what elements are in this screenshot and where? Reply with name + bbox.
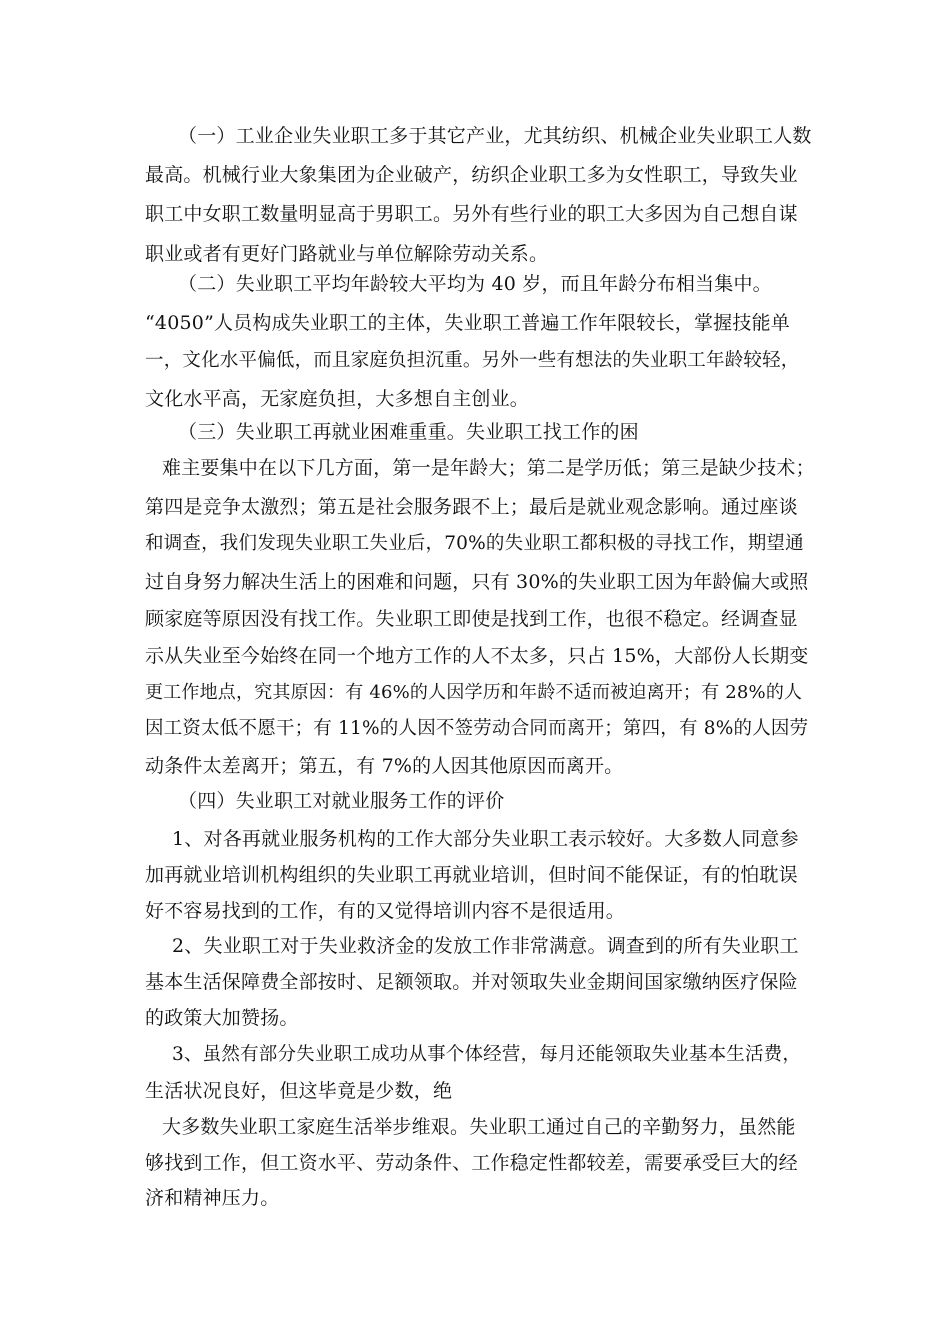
text-line: 一，文化水平偏低，而且家庭负担沉重。另外一些有想法的失业职工年龄较轻， [145, 350, 800, 371]
text-line: 因工资太低不愿干；有 11%的人因不签劳动合同而离开；第四，有 8%的人因劳 [145, 718, 809, 739]
text-line: 基本生活保障费全部按时、足额领取。并对领取失业金期间国家缴纳医疗保险 [145, 971, 798, 993]
text-line: 第四是竞争太激烈；第五是社会服务跟不上；最后是就业观念影响。通过座谈 [145, 496, 798, 518]
text-line: 职工中女职工数量明显高于男职工。另外有些行业的职工大多因为自己想自谋 [145, 203, 798, 225]
text-line: 示从失业至今始终在同一个地方工作的人不太多，只占 15%，大部份人长期变 [145, 645, 809, 667]
text-line: 1、对各再就业服务机构的工作大部分失业职工表示较好。大多数人同意参 [172, 828, 799, 850]
text-line: “4050”人员构成失业职工的主体，失业职工普遍工作年限较长，掌握技能单 [145, 312, 790, 334]
text-line: 动条件太差离开；第五，有 7%的人因其他原因而离开。 [145, 755, 624, 777]
text-line: 生活状况良好，但这毕竟是少数，绝 [145, 1080, 453, 1102]
text-line: 3、虽然有部分失业职工成功从事个体经营，每月还能领取失业基本生活费， [172, 1044, 802, 1065]
text-line: 加再就业培训机构组织的失业职工再就业培训，但时间不能保证，有的怕耽误 [145, 864, 798, 886]
text-line: 顾家庭等原因没有找工作。失业职工即使是找到工作，也很不稳定。经调查显 [145, 608, 798, 630]
text-line: 文化水平高，无家庭负担，大多想自主创业。 [145, 388, 530, 410]
text-line: 和调查，我们发现失业职工失业后，70%的失业职工都积极的寻找工作，期望通 [145, 533, 804, 554]
text-line: 的政策大加赞扬。 [145, 1007, 299, 1029]
text-line: 济和精神压力。 [145, 1187, 280, 1209]
text-line: 够找到工作，但工资水平、劳动条件、工作稳定性都较差，需要承受巨大的经 [145, 1152, 798, 1174]
text-line: 职业或者有更好门路就业与单位解除劳动关系。 [145, 243, 549, 265]
text-line: 难主要集中在以下几方面，第一是年龄大；第二是学历低；第三是缺少技术； [162, 457, 815, 479]
text-line: 大多数失业职工家庭生活举步维艰。失业职工通过自己的辛勤努力，虽然能 [162, 1116, 796, 1138]
text-line: 2、失业职工对于失业救济金的发放工作非常满意。调查到的所有失业职工 [172, 935, 799, 957]
text-line: 最高。机械行业大象集团为企业破产，纺织企业职工多为女性职工，导致失业 [145, 164, 798, 186]
text-line: 更工作地点，究其原因：有 46%的人因学历和年龄不适而被迫离开；有 28%的人 [145, 682, 803, 703]
text-line: 过自身努力解决生活上的困难和问题，只有 30%的失业职工因为年龄偏大或照 [145, 571, 809, 593]
text-line: （二）失业职工平均年龄较大平均为 40 岁，而且年龄分布相当集中。 [178, 273, 772, 295]
text-line: （四）失业职工对就业服务工作的评价 [178, 790, 505, 812]
text-line: 好不容易找到的工作，有的又觉得培训内容不是很适用。 [145, 900, 626, 922]
text-line: （三）失业职工再就业困难重重。失业职工找工作的困 [178, 421, 639, 443]
text-line: （一）工业企业失业职工多于其它产业，尤其纺织、机械企业失业职工人数 [178, 125, 812, 147]
